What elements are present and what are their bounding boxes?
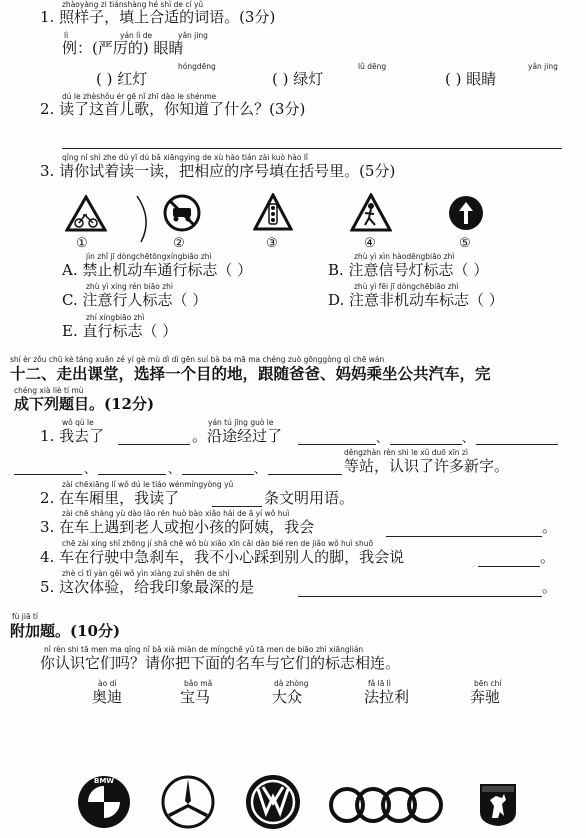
item5-period: 。: [542, 578, 558, 596]
section12-title-2: 成下列题目。(12分): [14, 395, 155, 413]
item5-answer-blank[interactable]: [298, 596, 542, 597]
sign-number-1: ①: [76, 236, 88, 251]
item2-text-b: 条文明用语。: [264, 489, 355, 507]
q1-example-pinyin-li: lì: [64, 31, 69, 40]
q3-title: 3. 请你试着读一读，把相应的序号填在括号里。(5分): [40, 162, 396, 180]
worksheet-page: zhàoyàng zi tiánshàng hé shì de cí yǔ 1. 照样子，填上合适的词语。(3分) lì yán lì de yǎn jing 例：(严厉的) 眼睛 hóngdēng lǜ dēng yǎn jing ( ) 红灯 ( ) 绿灯 ( ) 眼睛 dú le zhèshǒu ér gē nǐ zhī dào le shénme 2. 读了这首儿歌，你知道了什么？(3分) qǐng nǐ shì zhe dú yī dú bǎ xiāngyìng de xù hào tián zài kuò hào lǐ 3. 请你试着读一读，把相应的序号填在括号里。(5分) ① ② ③ ④ ⑤ jìn zhǐ jī dòngchētōngxíngbiāo zhì A. 禁止机动车通行标志（ ） zhù yì xìn hàodēngbiāo zhì B. 注意信号灯标志（ ） zhù yì xíng rén biāo zhì C. 注意行人标志（ ） zhù yì fēi jī dòngchēbiāo zhì D. 注意非机动车标志（ ） zhí xíngbiāo zhì E. 直行标志（ ） shí èr zǒu chū kè táng xuǎn zé yí gè mù dì dì gēn suí bà ba mā ma chéng zuò gōnggòng qì chē wán 十二、走出课堂，选择一个目的地，跟随爸爸、妈妈乘坐公共汽车，完 chéng xià liè tí mù 成下列题目。(12分) wǒ qù le yán tú jīng guò le 1. 我去了 。沿途经过了 、 、 děngzhàn rèn shi le xǔ duō xīn zì 、 、 、 等站，认识了许多新字。 zài chēxiāng lǐ wǒ dú le tiáo wénmíngyòng yǔ 2. 在车厢里，我读了 条文明用语。 zài chē shàng yù dào lǎo rén huò bào xiǎo hái de ā yí wǒ huì 3. 在车上遇到老人或抱小孩的阿姨，我会 。 chē zài xíng shǐ zhōng jí shā chē wǒ bù xiǎo xīn cǎi dào bié ren de jiǎo wǒ huì shuō 4. 车在行驶中急刹车，我不小心踩到别人的脚，我会说 。 zhè cì tǐ yàn gěi wǒ yìn xiàng zuì shēn de shì 5. 这次体验，给我印象最深的是 。 fù jiā tí 附加题。(10分) nǐ rèn shi tā men ma qǐng nǐ bǎ xià miàn de míngchē yǔ tā men de biāo zhì xiānglián 你认识它们吗？请你把下面的名车与它们的标志相连。 ào dí 奥迪 bǎo mǎ 宝马 dà zhòng 大众 fǎ lā lì 法拉利 bēn chí 奔驰 BMW: [0, 0, 586, 838]
go-straight-sign-icon: [447, 194, 485, 232]
item1-stop-blank-7[interactable]: [268, 474, 342, 475]
bonus-pinyin: fù jiā tí: [12, 612, 38, 621]
item3-period: 。: [542, 518, 558, 536]
option-a-pinyin: jìn zhǐ jī dòngchētōngxíngbiāo zhì: [86, 252, 212, 261]
item3-pinyin: zài chē shàng yù dào lǎo rén huò bào xiǎo hái de ā yí wǒ huì: [62, 509, 290, 518]
q1-blank-yanjing[interactable]: ( ) 眼睛: [445, 70, 497, 88]
option-e-pinyin: zhí xíngbiāo zhì: [86, 313, 145, 322]
item1-stop-blank-6[interactable]: [182, 474, 254, 475]
item1-text-c: 等站，认识了许多新字。: [344, 457, 510, 475]
q2-pinyin: dú le zhèshǒu ér gē nǐ zhī dào le shénme: [62, 92, 217, 101]
page-crease-arc: [135, 194, 155, 244]
item2-count-blank[interactable]: [212, 506, 262, 507]
section12-pinyin-2: chéng xià liè tí mù: [14, 386, 84, 395]
q2-answer-line[interactable]: [62, 148, 562, 149]
item5-text: 5. 这次体验，给我印象最深的是: [40, 578, 255, 596]
pedestrian-warning-sign-icon: [350, 193, 392, 233]
q1-pinyin: zhàoyàng zi tiánshàng hé shì de cí yǔ: [62, 0, 204, 9]
ferrari-logo-icon[interactable]: [478, 782, 518, 828]
q1-yanjing-pinyin: yǎn jing: [528, 62, 558, 71]
q1-example: 例：(严厉的) 眼睛: [62, 39, 184, 57]
sign-number-5: ⑤: [459, 236, 471, 251]
sign-number-4: ④: [364, 236, 376, 251]
item2-pinyin: zài chēxiāng lǐ wǒ dú le tiáo wénmíngyòng yǔ: [62, 480, 234, 489]
item1-stop-blank-2[interactable]: [390, 444, 462, 445]
item1-text-b: 。沿途经过了: [192, 427, 283, 445]
bonus-question: 你认识它们吗？请你把下面的名车与它们的标志相连。: [40, 654, 401, 672]
option-b[interactable]: B. 注意信号灯标志（ ）: [328, 261, 489, 279]
warning-bicycle-sign-icon: [65, 195, 107, 233]
item5-pinyin: zhè cì tǐ yàn gěi wǒ yìn xiàng zuì shēn de shì: [62, 569, 230, 578]
option-c[interactable]: C. 注意行人标志（ ）: [62, 291, 208, 309]
car-benz[interactable]: 奔驰: [470, 688, 501, 706]
option-d-pinyin: zhù yì fēi jī dòngchēbiāo zhì: [354, 282, 459, 291]
item1-text-a: 1. 我去了: [40, 427, 105, 445]
item3-answer-blank[interactable]: [386, 536, 542, 537]
item1-pinyin-a: wǒ qù le: [62, 418, 94, 427]
item1-stop-blank-4[interactable]: [14, 474, 82, 475]
q1-blank-lvdeng[interactable]: ( ) 绿灯: [272, 70, 324, 88]
item1-stop-blank-3[interactable]: [476, 444, 558, 445]
item1-stop-blank-1[interactable]: [298, 444, 376, 445]
sign-number-3: ③: [266, 236, 278, 251]
mercedes-logo-icon[interactable]: [160, 774, 216, 830]
item4-period: 。: [540, 548, 556, 566]
no-motor-vehicle-sign-icon: [162, 193, 202, 233]
volkswagen-logo-icon[interactable]: [244, 773, 302, 831]
q1-blank-hongdeng[interactable]: ( ) 红灯: [96, 70, 148, 88]
car-audi-pinyin: ào dí: [98, 679, 117, 688]
item1-pinyin-c: děngzhàn rèn shi le xǔ duō xīn zì: [344, 448, 468, 457]
car-ferrari[interactable]: 法拉利: [364, 688, 410, 706]
car-benz-pinyin: bēn chí: [474, 679, 502, 688]
bmw-logo-icon[interactable]: [76, 774, 132, 830]
bonus-question-pinyin: nǐ rèn shi tā men ma qǐng nǐ bǎ xià miàn de míngchē yǔ tā men de biāo zhì xiānglián: [44, 645, 364, 654]
car-bmw[interactable]: 宝马: [180, 688, 211, 706]
q1-hongdeng-pinyin: hóngdēng: [178, 62, 216, 71]
item4-pinyin: chē zài xíng shǐ zhōng jí shā chē wǒ bù xiǎo xīn cǎi dào bié ren de jiǎo wǒ huì shuō: [62, 539, 374, 548]
q1-lvdeng-pinyin: lǜ dēng: [358, 62, 387, 71]
traffic-signal-warning-sign-icon: [253, 193, 293, 233]
car-volkswagen-pinyin: dà zhòng: [274, 679, 309, 688]
q2-title: 2. 读了这首儿歌，你知道了什么？(3分): [40, 100, 306, 118]
option-e[interactable]: E. 直行标志（ ）: [62, 322, 178, 340]
car-audi[interactable]: 奥迪: [92, 688, 123, 706]
car-volkswagen[interactable]: 大众: [272, 688, 303, 706]
audi-logo-icon[interactable]: [327, 785, 445, 825]
item3-text: 3. 在车上遇到老人或抱小孩的阿姨，我会: [40, 518, 315, 536]
sign-number-2: ②: [173, 236, 185, 251]
option-c-pinyin: zhù yì xíng rén biāo zhì: [86, 282, 174, 291]
item4-text: 4. 车在行驶中急刹车，我不小心踩到别人的脚，我会说: [40, 548, 405, 566]
q1-example-pinyin-yanjing: yǎn jing: [178, 31, 208, 40]
section12-title-1: 十二、走出课堂，选择一个目的地，跟随爸爸、妈妈乘坐公共汽车，完: [10, 364, 491, 383]
car-ferrari-pinyin: fǎ lā lì: [368, 679, 391, 688]
q1-title: 1. 照样子，填上合适的词语。(3分): [40, 8, 276, 26]
car-bmw-pinyin: bǎo mǎ: [184, 679, 213, 688]
item1-pinyin-b: yán tú jīng guò le: [208, 418, 274, 427]
option-d[interactable]: D. 注意非机动车标志（ ）: [328, 291, 504, 309]
q3-pinyin: qǐng nǐ shì zhe dú yī dú bǎ xiāngyìng de xù hào tián zài kuò hào lǐ: [62, 153, 309, 162]
bmw-logo-letters: BMW: [93, 777, 115, 785]
item4-answer-blank[interactable]: [478, 566, 540, 567]
item1-destination-blank[interactable]: [118, 444, 190, 445]
bonus-title: 附加题。(10分): [10, 622, 121, 640]
option-a[interactable]: A. 禁止机动车通行标志（ ）: [62, 261, 253, 279]
item2-text-a: 2. 在车厢里，我读了: [40, 489, 180, 507]
option-b-pinyin: zhù yì xìn hàodēngbiāo zhì: [354, 252, 455, 261]
section12-pinyin-1: shí èr zǒu chū kè táng xuǎn zé yí gè mù dì dì gēn suí bà ba mā ma chéng zuò gōnggòng qì chē wán: [10, 355, 385, 364]
q1-example-pinyin-yanli: yán lì de: [120, 31, 153, 40]
item1-stop-blank-5[interactable]: [98, 474, 166, 475]
